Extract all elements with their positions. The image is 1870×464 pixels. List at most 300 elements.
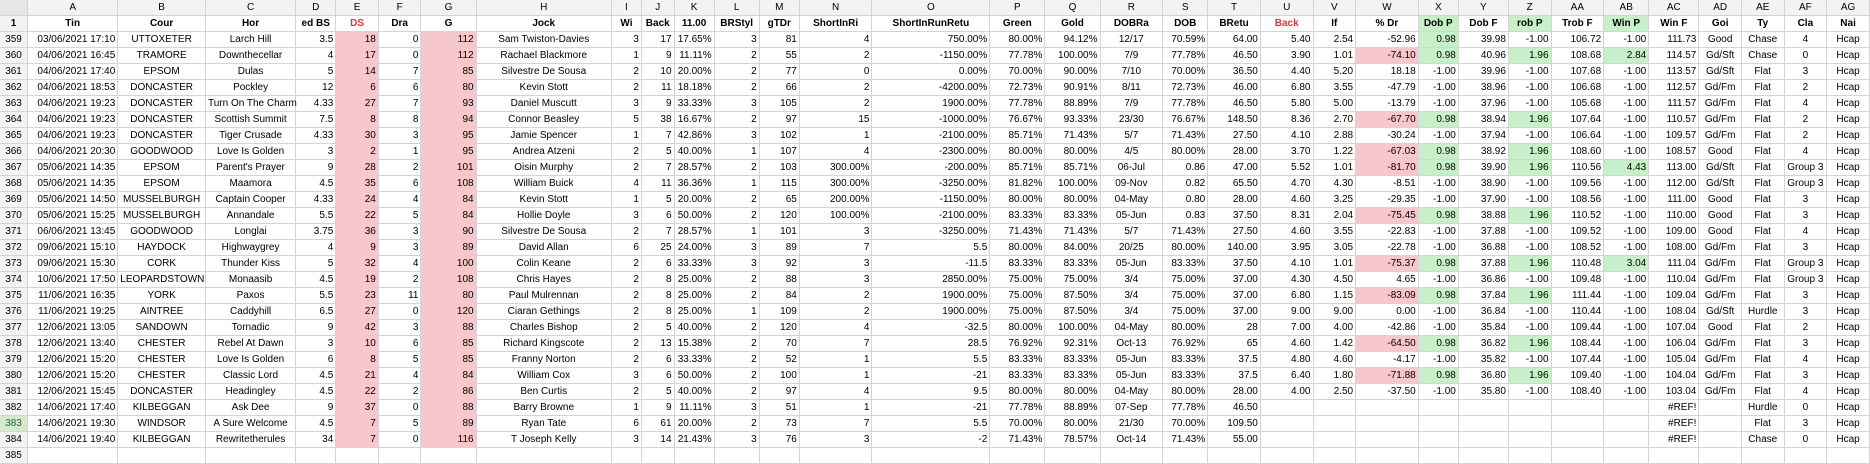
cell-f[interactable]: 6	[378, 336, 421, 352]
cell-p[interactable]: 80.00%	[990, 192, 1045, 208]
cell-t[interactable]: 28.00	[1208, 192, 1261, 208]
cell-aa[interactable]: 107.64	[1551, 112, 1604, 128]
cell-r[interactable]: 07-Sep	[1100, 400, 1163, 416]
cell-y[interactable]	[1458, 448, 1508, 464]
cell-ag[interactable]: Hcap	[1827, 160, 1870, 176]
cell-n[interactable]: 4	[799, 144, 872, 160]
cell-m[interactable]: 103	[759, 160, 799, 176]
cell-j[interactable]: 25	[641, 240, 674, 256]
cell-ac[interactable]: 114.57	[1649, 48, 1699, 64]
cell-n[interactable]: 300.00%	[799, 176, 872, 192]
cell-a[interactable]: 04/06/2021 18:53	[28, 80, 118, 96]
cell-k[interactable]: 11.11%	[674, 48, 714, 64]
cell-b[interactable]: GOODWOOD	[118, 144, 206, 160]
cell-s[interactable]: 71.43%	[1163, 128, 1208, 144]
cell-k[interactable]: 50.00%	[674, 208, 714, 224]
cell-g[interactable]: 90	[421, 224, 476, 240]
cell-w[interactable]: -37.50	[1356, 384, 1419, 400]
cell-k[interactable]: 15.38%	[674, 336, 714, 352]
cell-ab[interactable]: -1.00	[1604, 368, 1649, 384]
cell-y[interactable]	[1458, 432, 1508, 448]
cell-v[interactable]: 4.50	[1313, 272, 1356, 288]
cell-m[interactable]: 120	[759, 320, 799, 336]
cell-h[interactable]: David Allan	[476, 240, 611, 256]
cell-q[interactable]: 85.71%	[1045, 160, 1100, 176]
cell-c[interactable]: Headingley	[205, 384, 295, 400]
column-header-t[interactable]: T	[1208, 0, 1261, 16]
cell-q[interactable]: 84.00%	[1045, 240, 1100, 256]
header-cell-x[interactable]: Dob P	[1418, 16, 1458, 32]
cell-b[interactable]: EPSOM	[118, 64, 206, 80]
cell-q[interactable]: 87.50%	[1045, 304, 1100, 320]
cell-g[interactable]: 84	[421, 368, 476, 384]
cell-y[interactable]: 40.96	[1458, 48, 1508, 64]
cell-af[interactable]: 2	[1784, 320, 1827, 336]
cell-p[interactable]: 77.78%	[990, 96, 1045, 112]
cell-z[interactable]: 1.96	[1508, 160, 1551, 176]
cell-u[interactable]: 4.30	[1260, 272, 1313, 288]
cell-w[interactable]	[1356, 432, 1419, 448]
cell-q[interactable]: 100.00%	[1045, 48, 1100, 64]
cell-ad[interactable]: Good	[1699, 224, 1742, 240]
row-number[interactable]: 374	[0, 272, 28, 288]
cell-x[interactable]: -1.00	[1418, 352, 1458, 368]
cell-b[interactable]: WINDSOR	[118, 416, 206, 432]
cell-s[interactable]: 70.00%	[1163, 64, 1208, 80]
cell-ac[interactable]: 104.04	[1649, 368, 1699, 384]
cell-r[interactable]: Oct-13	[1100, 336, 1163, 352]
cell-o[interactable]: 5.5	[872, 240, 990, 256]
cell-z[interactable]: 1.96	[1508, 336, 1551, 352]
cell-d[interactable]: 4.33	[296, 192, 336, 208]
cell-u[interactable]: 5.52	[1260, 160, 1313, 176]
cell-e[interactable]: 36	[336, 224, 379, 240]
column-header-af[interactable]: AF	[1784, 0, 1827, 16]
cell-ac[interactable]: #REF!	[1649, 400, 1699, 416]
cell-ab[interactable]	[1604, 448, 1649, 464]
cell-y[interactable]: 36.88	[1458, 240, 1508, 256]
cell-u[interactable]: 5.40	[1260, 32, 1313, 48]
cell-l[interactable]: 3	[714, 400, 759, 416]
cell-ac[interactable]: 109.00	[1649, 224, 1699, 240]
cell-l[interactable]: 2	[714, 192, 759, 208]
cell-s[interactable]: 71.43%	[1163, 224, 1208, 240]
cell-s[interactable]: 83.33%	[1163, 352, 1208, 368]
cell-x[interactable]: 0.98	[1418, 208, 1458, 224]
cell-p[interactable]: 83.33%	[990, 352, 1045, 368]
cell-k[interactable]: 50.00%	[674, 368, 714, 384]
cell-d[interactable]: 9	[296, 160, 336, 176]
cell-g[interactable]: 116	[421, 432, 476, 448]
cell-ab[interactable]	[1604, 400, 1649, 416]
cell-aa[interactable]: 110.48	[1551, 256, 1604, 272]
cell-aa[interactable]: 110.44	[1551, 304, 1604, 320]
row-number[interactable]: 369	[0, 192, 28, 208]
cell-c[interactable]: Love Is Golden	[205, 144, 295, 160]
cell-ab[interactable]: -1.00	[1604, 288, 1649, 304]
cell-v[interactable]: 3.25	[1313, 192, 1356, 208]
cell-o[interactable]: -2100.00%	[872, 208, 990, 224]
row-number[interactable]: 370	[0, 208, 28, 224]
header-cell-b[interactable]: Cour	[118, 16, 206, 32]
cell-y[interactable]: 38.96	[1458, 80, 1508, 96]
row-number[interactable]: 359	[0, 32, 28, 48]
cell-t[interactable]: 65	[1208, 336, 1261, 352]
cell-ab[interactable]: 2.84	[1604, 48, 1649, 64]
cell-ad[interactable]: Gd/Fm	[1699, 256, 1742, 272]
column-header-u[interactable]: U	[1260, 0, 1313, 16]
cell-i[interactable]: 2	[611, 272, 641, 288]
cell-k[interactable]: 28.57%	[674, 160, 714, 176]
cell-c[interactable]: Rewritetherules	[205, 432, 295, 448]
cell-w[interactable]: 0.00	[1356, 304, 1419, 320]
cell-m[interactable]: 105	[759, 96, 799, 112]
cell-a[interactable]: 04/06/2021 19:23	[28, 128, 118, 144]
column-header-q[interactable]: Q	[1045, 0, 1100, 16]
cell-ad[interactable]: Gd/Fm	[1699, 368, 1742, 384]
cell-x[interactable]: -1.00	[1418, 272, 1458, 288]
cell-h[interactable]: Daniel Muscutt	[476, 96, 611, 112]
cell-f[interactable]: 0	[378, 48, 421, 64]
column-header-g[interactable]: G	[421, 0, 476, 16]
cell-f[interactable]: 5	[378, 208, 421, 224]
cell-r[interactable]: 8/11	[1100, 80, 1163, 96]
cell-y[interactable]: 36.80	[1458, 368, 1508, 384]
cell-ae[interactable]: Flat	[1741, 256, 1784, 272]
column-header-y[interactable]: Y	[1458, 0, 1508, 16]
cell-h[interactable]: Kevin Stott	[476, 192, 611, 208]
cell-i[interactable]: 2	[611, 224, 641, 240]
cell-z[interactable]: 1.96	[1508, 288, 1551, 304]
cell-ag[interactable]	[1827, 448, 1870, 464]
cell-aa[interactable]	[1551, 448, 1604, 464]
cell-b[interactable]	[118, 448, 206, 464]
cell-i[interactable]: 1	[611, 128, 641, 144]
cell-aa[interactable]	[1551, 432, 1604, 448]
cell-l[interactable]: 1	[714, 224, 759, 240]
column-header-x[interactable]: X	[1418, 0, 1458, 16]
cell-y[interactable]: 39.96	[1458, 64, 1508, 80]
cell-v[interactable]: 2.04	[1313, 208, 1356, 224]
cell-l[interactable]: 2	[714, 112, 759, 128]
cell-v[interactable]: 2.54	[1313, 32, 1356, 48]
cell-q[interactable]: 71.43%	[1045, 128, 1100, 144]
cell-f[interactable]: 0	[378, 432, 421, 448]
cell-k[interactable]: 24.00%	[674, 240, 714, 256]
column-header-l[interactable]: L	[714, 0, 759, 16]
cell-f[interactable]: 0	[378, 304, 421, 320]
cell-x[interactable]	[1418, 400, 1458, 416]
cell-f[interactable]: 2	[378, 384, 421, 400]
cell-a[interactable]: 04/06/2021 16:45	[28, 48, 118, 64]
cell-q[interactable]: 83.33%	[1045, 352, 1100, 368]
cell-ac[interactable]: #REF!	[1649, 416, 1699, 432]
cell-i[interactable]: 2	[611, 304, 641, 320]
cell-j[interactable]: 7	[641, 224, 674, 240]
cell-j[interactable]: 8	[641, 272, 674, 288]
cell-b[interactable]: DONCASTER	[118, 96, 206, 112]
cell-g[interactable]: 108	[421, 272, 476, 288]
cell-e[interactable]: 27	[336, 96, 379, 112]
cell-u[interactable]	[1260, 448, 1313, 464]
cell-p[interactable]: 80.00%	[990, 240, 1045, 256]
row-number[interactable]: 385	[0, 448, 28, 464]
cell-a[interactable]: 03/06/2021 17:10	[28, 32, 118, 48]
cell-x[interactable]: 0.98	[1418, 336, 1458, 352]
cell-e[interactable]: 42	[336, 320, 379, 336]
cell-ag[interactable]: Hcap	[1827, 208, 1870, 224]
cell-b[interactable]: MUSSELBURGH	[118, 208, 206, 224]
cell-af[interactable]: 4	[1784, 32, 1827, 48]
column-header-i[interactable]: I	[611, 0, 641, 16]
cell-ag[interactable]: Hcap	[1827, 112, 1870, 128]
cell-e[interactable]: 2	[336, 144, 379, 160]
cell-a[interactable]: 12/06/2021 15:20	[28, 368, 118, 384]
cell-ad[interactable]: Good	[1699, 208, 1742, 224]
cell-s[interactable]: 80.00%	[1163, 240, 1208, 256]
cell-n[interactable]: 1	[799, 128, 872, 144]
cell-d[interactable]: 4.5	[296, 176, 336, 192]
cell-af[interactable]: Group 3	[1784, 176, 1827, 192]
header-cell-c[interactable]: Hor	[205, 16, 295, 32]
cell-p[interactable]: 77.78%	[990, 400, 1045, 416]
cell-z[interactable]: -1.00	[1508, 352, 1551, 368]
cell-a[interactable]: 09/06/2021 15:10	[28, 240, 118, 256]
cell-ag[interactable]: Hcap	[1827, 80, 1870, 96]
cell-q[interactable]: 75.00%	[1045, 272, 1100, 288]
column-header-z[interactable]: Z	[1508, 0, 1551, 16]
cell-b[interactable]: EPSOM	[118, 176, 206, 192]
cell-i[interactable]: 2	[611, 336, 641, 352]
column-header-v[interactable]: V	[1313, 0, 1356, 16]
cell-b[interactable]: TRAMORE	[118, 48, 206, 64]
cell-f[interactable]: 7	[378, 96, 421, 112]
cell-g[interactable]: 95	[421, 144, 476, 160]
cell-r[interactable]: 09-Nov	[1100, 176, 1163, 192]
cell-c[interactable]: Annandale	[205, 208, 295, 224]
cell-r[interactable]: 05-Jun	[1100, 208, 1163, 224]
cell-y[interactable]: 39.90	[1458, 160, 1508, 176]
header-cell-s[interactable]: DOB	[1163, 16, 1208, 32]
cell-m[interactable]: 88	[759, 272, 799, 288]
cell-q[interactable]: 78.57%	[1045, 432, 1100, 448]
cell-e[interactable]: 14	[336, 64, 379, 80]
cell-m[interactable]: 92	[759, 256, 799, 272]
cell-d[interactable]: 4	[296, 240, 336, 256]
row-number[interactable]: 365	[0, 128, 28, 144]
cell-q[interactable]: 83.33%	[1045, 256, 1100, 272]
cell-ab[interactable]: -1.00	[1604, 336, 1649, 352]
cell-b[interactable]: DONCASTER	[118, 128, 206, 144]
column-header-d[interactable]: D	[296, 0, 336, 16]
cell-g[interactable]: 84	[421, 208, 476, 224]
cell-ad[interactable]: Good	[1699, 144, 1742, 160]
header-cell-w[interactable]: % Dr	[1356, 16, 1419, 32]
cell-d[interactable]: 4.5	[296, 384, 336, 400]
cell-e[interactable]: 24	[336, 192, 379, 208]
cell-a[interactable]: 05/06/2021 15:25	[28, 208, 118, 224]
cell-o[interactable]: -21	[872, 368, 990, 384]
cell-o[interactable]: -3250.00%	[872, 224, 990, 240]
cell-s[interactable]	[1163, 448, 1208, 464]
cell-j[interactable]: 11	[641, 176, 674, 192]
cell-k[interactable]: 40.00%	[674, 320, 714, 336]
cell-p[interactable]: 71.43%	[990, 224, 1045, 240]
cell-p[interactable]: 81.82%	[990, 176, 1045, 192]
cell-f[interactable]: 8	[378, 112, 421, 128]
cell-i[interactable]: 2	[611, 256, 641, 272]
cell-af[interactable]: Group 3	[1784, 272, 1827, 288]
cell-aa[interactable]: 106.72	[1551, 32, 1604, 48]
cell-z[interactable]: -1.00	[1508, 64, 1551, 80]
column-header-n[interactable]: N	[799, 0, 872, 16]
cell-ag[interactable]: Hcap	[1827, 384, 1870, 400]
cell-v[interactable]	[1313, 400, 1356, 416]
cell-s[interactable]: 75.00%	[1163, 272, 1208, 288]
cell-q[interactable]: 93.33%	[1045, 112, 1100, 128]
row-number[interactable]: 377	[0, 320, 28, 336]
cell-aa[interactable]: 111.44	[1551, 288, 1604, 304]
cell-f[interactable]: 6	[378, 80, 421, 96]
column-header-k[interactable]: K	[674, 0, 714, 16]
cell-z[interactable]: 1.96	[1508, 368, 1551, 384]
cell-ae[interactable]: Flat	[1741, 288, 1784, 304]
cell-l[interactable]	[714, 448, 759, 464]
header-cell-v[interactable]: If	[1313, 16, 1356, 32]
cell-t[interactable]: 64.00	[1208, 32, 1261, 48]
cell-af[interactable]: Group 3	[1784, 160, 1827, 176]
cell-ac[interactable]: 108.57	[1649, 144, 1699, 160]
row-number[interactable]: 383	[0, 416, 28, 432]
cell-ac[interactable]: 109.57	[1649, 128, 1699, 144]
cell-h[interactable]	[476, 448, 611, 464]
cell-v[interactable]	[1313, 448, 1356, 464]
cell-i[interactable]: 2	[611, 160, 641, 176]
cell-r[interactable]: 3/4	[1100, 304, 1163, 320]
cell-m[interactable]: 102	[759, 128, 799, 144]
cell-u[interactable]: 4.00	[1260, 384, 1313, 400]
cell-e[interactable]: 7	[336, 432, 379, 448]
cell-z[interactable]	[1508, 432, 1551, 448]
cell-n[interactable]: 15	[799, 112, 872, 128]
cell-s[interactable]: 71.43%	[1163, 432, 1208, 448]
cell-t[interactable]: 46.50	[1208, 48, 1261, 64]
cell-r[interactable]: 21/30	[1100, 416, 1163, 432]
cell-ac[interactable]: 111.57	[1649, 96, 1699, 112]
cell-g[interactable]: 95	[421, 128, 476, 144]
cell-i[interactable]: 3	[611, 432, 641, 448]
cell-q[interactable]: 83.33%	[1045, 368, 1100, 384]
cell-m[interactable]: 100	[759, 368, 799, 384]
cell-l[interactable]: 2	[714, 48, 759, 64]
cell-w[interactable]: -74.10	[1356, 48, 1419, 64]
cell-e[interactable]: 10	[336, 336, 379, 352]
cell-o[interactable]: -2	[872, 432, 990, 448]
cell-o[interactable]: -2100.00%	[872, 128, 990, 144]
cell-f[interactable]: 4	[378, 192, 421, 208]
cell-t[interactable]: 37.00	[1208, 288, 1261, 304]
cell-ab[interactable]: -1.00	[1604, 224, 1649, 240]
cell-o[interactable]: 5.5	[872, 416, 990, 432]
cell-ad[interactable]: Gd/Sft	[1699, 64, 1742, 80]
cell-aa[interactable]: 110.56	[1551, 160, 1604, 176]
cell-s[interactable]: 70.59%	[1163, 32, 1208, 48]
cell-s[interactable]: 80.00%	[1163, 320, 1208, 336]
cell-ad[interactable]: Gd/Fm	[1699, 112, 1742, 128]
header-cell-ab[interactable]: Win P	[1604, 16, 1649, 32]
cell-a[interactable]: 04/06/2021 17:40	[28, 64, 118, 80]
cell-t[interactable]: 28.00	[1208, 144, 1261, 160]
cell-a[interactable]: 14/06/2021 19:30	[28, 416, 118, 432]
cell-x[interactable]: 0.98	[1418, 256, 1458, 272]
cell-ac[interactable]: 111.00	[1649, 192, 1699, 208]
cell-l[interactable]: 2	[714, 368, 759, 384]
cell-o[interactable]: -3250.00%	[872, 176, 990, 192]
header-cell-d[interactable]: ed BS	[296, 16, 336, 32]
cell-p[interactable]: 85.71%	[990, 160, 1045, 176]
cell-m[interactable]: 73	[759, 416, 799, 432]
cell-q[interactable]: 90.91%	[1045, 80, 1100, 96]
cell-e[interactable]: 37	[336, 400, 379, 416]
cell-ae[interactable]: Chase	[1741, 432, 1784, 448]
cell-m[interactable]: 84	[759, 288, 799, 304]
cell-r[interactable]: 7/9	[1100, 48, 1163, 64]
cell-h[interactable]: Barry Browne	[476, 400, 611, 416]
cell-w[interactable]: -30.24	[1356, 128, 1419, 144]
header-cell-ad[interactable]: Goi	[1699, 16, 1742, 32]
cell-ab[interactable]: -1.00	[1604, 192, 1649, 208]
cell-t[interactable]: 140.00	[1208, 240, 1261, 256]
cell-ad[interactable]: Good	[1699, 320, 1742, 336]
cell-i[interactable]: 2	[611, 288, 641, 304]
cell-v[interactable]: 3.55	[1313, 80, 1356, 96]
cell-ag[interactable]: Hcap	[1827, 256, 1870, 272]
cell-x[interactable]	[1418, 416, 1458, 432]
cell-u[interactable]: 6.80	[1260, 288, 1313, 304]
cell-g[interactable]: 88	[421, 320, 476, 336]
cell-ab[interactable]: -1.00	[1604, 240, 1649, 256]
cell-g[interactable]: 85	[421, 64, 476, 80]
cell-a[interactable]: 12/06/2021 13:05	[28, 320, 118, 336]
cell-ab[interactable]: -1.00	[1604, 144, 1649, 160]
cell-u[interactable]: 4.80	[1260, 352, 1313, 368]
cell-q[interactable]: 80.00%	[1045, 384, 1100, 400]
cell-i[interactable]: 3	[611, 208, 641, 224]
cell-b[interactable]: GOODWOOD	[118, 224, 206, 240]
cell-y[interactable]	[1458, 416, 1508, 432]
row-number[interactable]: 384	[0, 432, 28, 448]
column-header-m[interactable]: M	[759, 0, 799, 16]
cell-ad[interactable]: Gd/Fm	[1699, 240, 1742, 256]
cell-y[interactable]: 37.94	[1458, 128, 1508, 144]
cell-c[interactable]: Scottish Summit	[205, 112, 295, 128]
cell-n[interactable]: 2	[799, 96, 872, 112]
cell-r[interactable]: 23/30	[1100, 112, 1163, 128]
cell-s[interactable]: 0.82	[1163, 176, 1208, 192]
cell-u[interactable]: 4.60	[1260, 336, 1313, 352]
cell-p[interactable]: 80.00%	[990, 320, 1045, 336]
cell-x[interactable]	[1418, 432, 1458, 448]
cell-f[interactable]: 4	[378, 368, 421, 384]
cell-s[interactable]: 77.78%	[1163, 48, 1208, 64]
cell-v[interactable]: 3.55	[1313, 224, 1356, 240]
cell-y[interactable]: 37.90	[1458, 192, 1508, 208]
cell-l[interactable]: 2	[714, 384, 759, 400]
cell-j[interactable]: 7	[641, 128, 674, 144]
cell-u[interactable]	[1260, 416, 1313, 432]
cell-z[interactable]: -1.00	[1508, 384, 1551, 400]
cell-e[interactable]: 22	[336, 208, 379, 224]
